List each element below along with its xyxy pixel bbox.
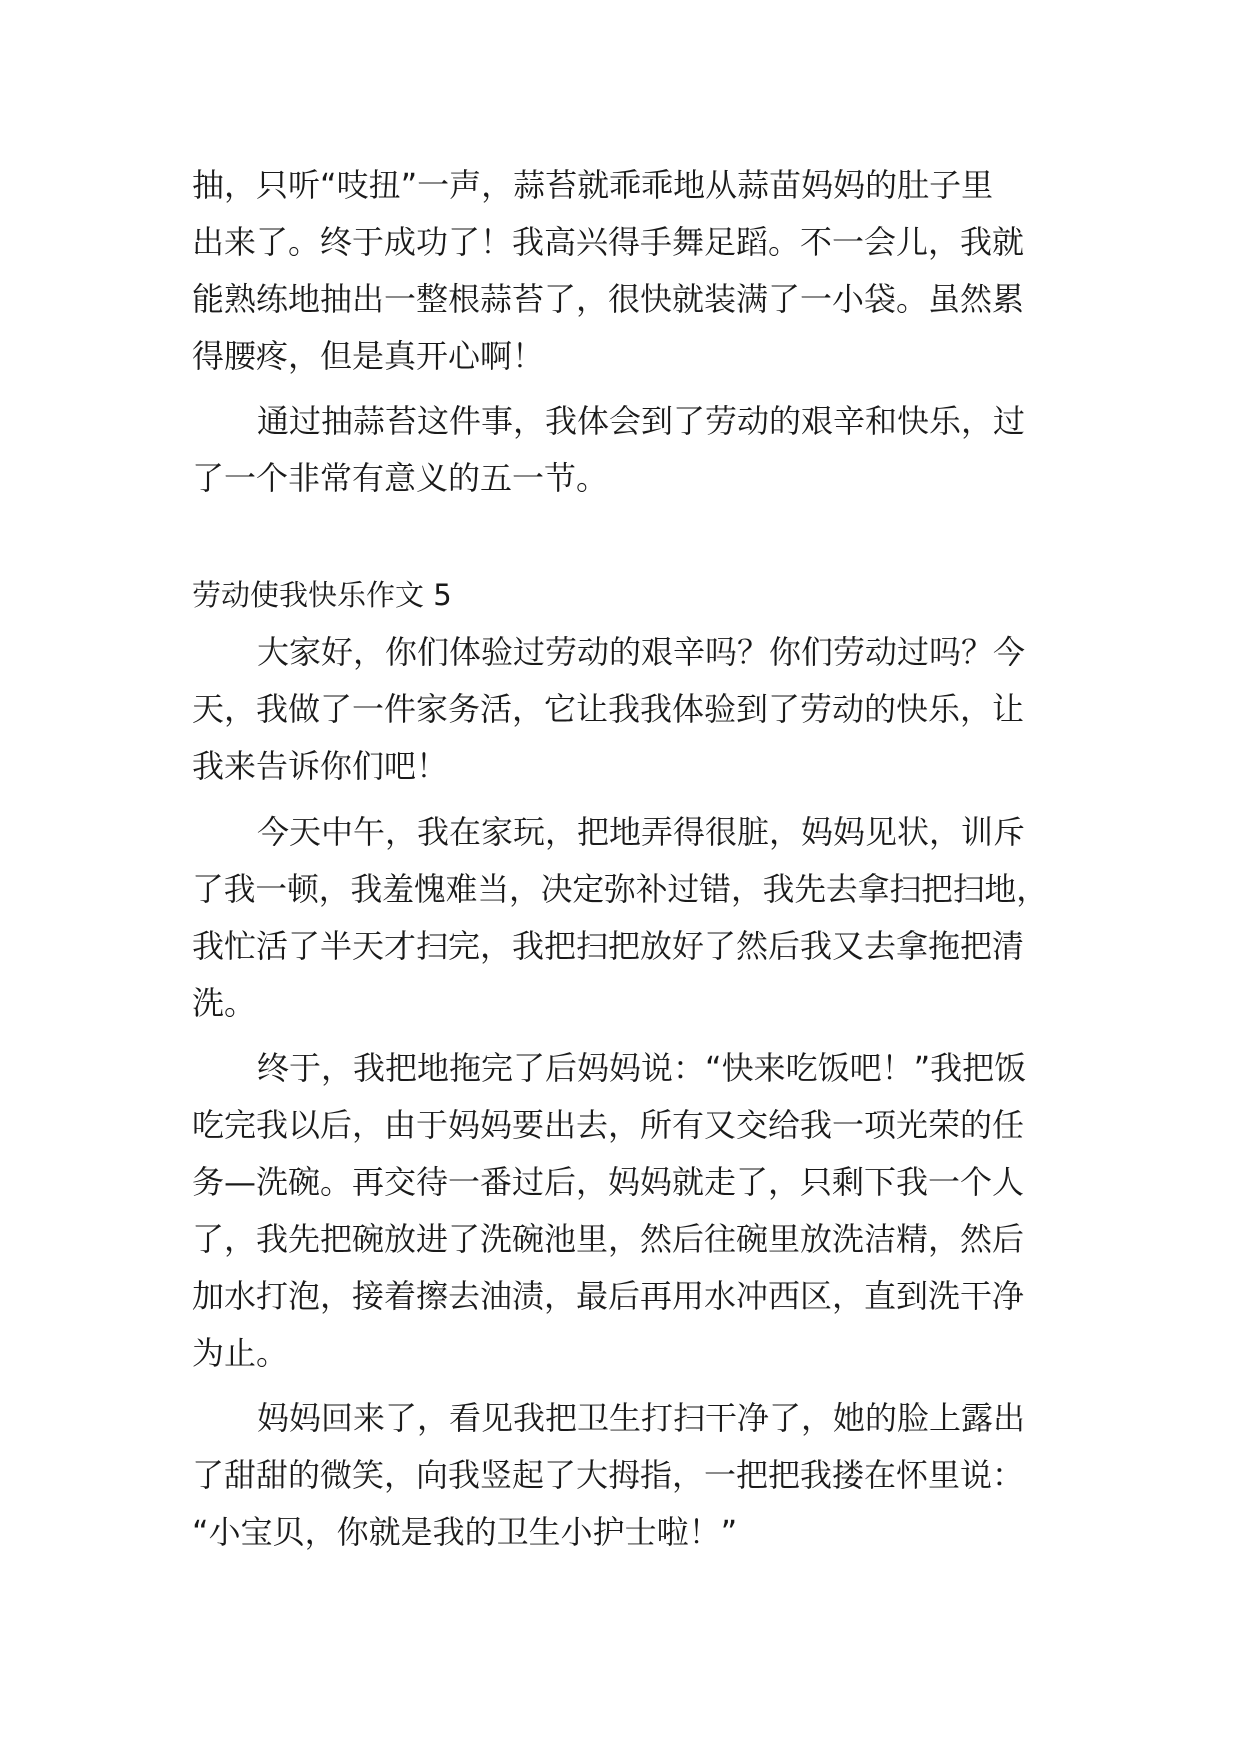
paragraph-line: 出来了。终于成功了！我高兴得手舞足蹈。不一会儿，我就 [192,223,1025,261]
paragraph-line: 得腰疼，但是真开心啊！ [192,337,545,375]
paragraph-line: 通过抽蒜苔这件事，我体会到了劳动的艰辛和快乐，过 [257,402,1026,440]
paragraph-line: 妈妈回来了，看见我把卫生打扫干净了，她的脸上露出 [257,1399,1026,1437]
paragraph-line: 终于，我把地拖完了后妈妈说：“快来吃饭吧！”我把饭 [257,1049,1027,1087]
paragraph-line: 抽，只听“吱扭”一声，蒜苔就乖乖地从蒜苗妈妈的肚子里 [192,166,994,204]
paragraph-line: 为止。 [192,1334,289,1372]
paragraph-line: 了我一顿，我羞愧难当，决定弥补过错，我先去拿扫把扫地， [192,870,1048,908]
paragraph-line: 了，我先把碗放进了洗碗池里，然后往碗里放洗洁精，然后 [192,1220,1025,1258]
paragraph-line: 天，我做了一件家务活，它让我我体验到了劳动的快乐，让 [192,690,1025,728]
paragraph-line: 了甜甜的微笑，向我竖起了大拇指，一把把我搂在怀里说： [192,1456,1025,1494]
essay-title: 劳动使我快乐作文 5 [192,578,452,612]
paragraph-line: 了一个非常有意义的五一节。 [192,459,609,497]
paragraph-line: 今天中午，我在家玩，把地弄得很脏，妈妈见状，训斥 [257,813,1026,851]
paragraph-line: 我忙活了半天才扫完，我把扫把放好了然后我又去拿拖把清 [192,927,1025,965]
paragraph-line: 大家好，你们体验过劳动的艰辛吗？你们劳动过吗？今 [257,633,1026,671]
paragraph-line: 务—洗碗。再交待一番过后，妈妈就走了，只剩下我一个人 [192,1163,1025,1201]
paragraph-line: 能熟练地抽出一整根蒜苔了，很快就装满了一小袋。虽然累 [192,280,1025,318]
paragraph-line: 吃完我以后，由于妈妈要出去，所有又交给我一项光荣的任 [192,1106,1025,1144]
paragraph-line: 我来告诉你们吧！ [192,747,449,785]
paragraph-line: 洗。 [192,984,257,1022]
paragraph-line: 加水打泡，接着擦去油渍，最后再用水冲西区，直到洗干净 [192,1277,1025,1315]
paragraph-line: “小宝贝，你就是我的卫生小护士啦！” [192,1513,738,1551]
